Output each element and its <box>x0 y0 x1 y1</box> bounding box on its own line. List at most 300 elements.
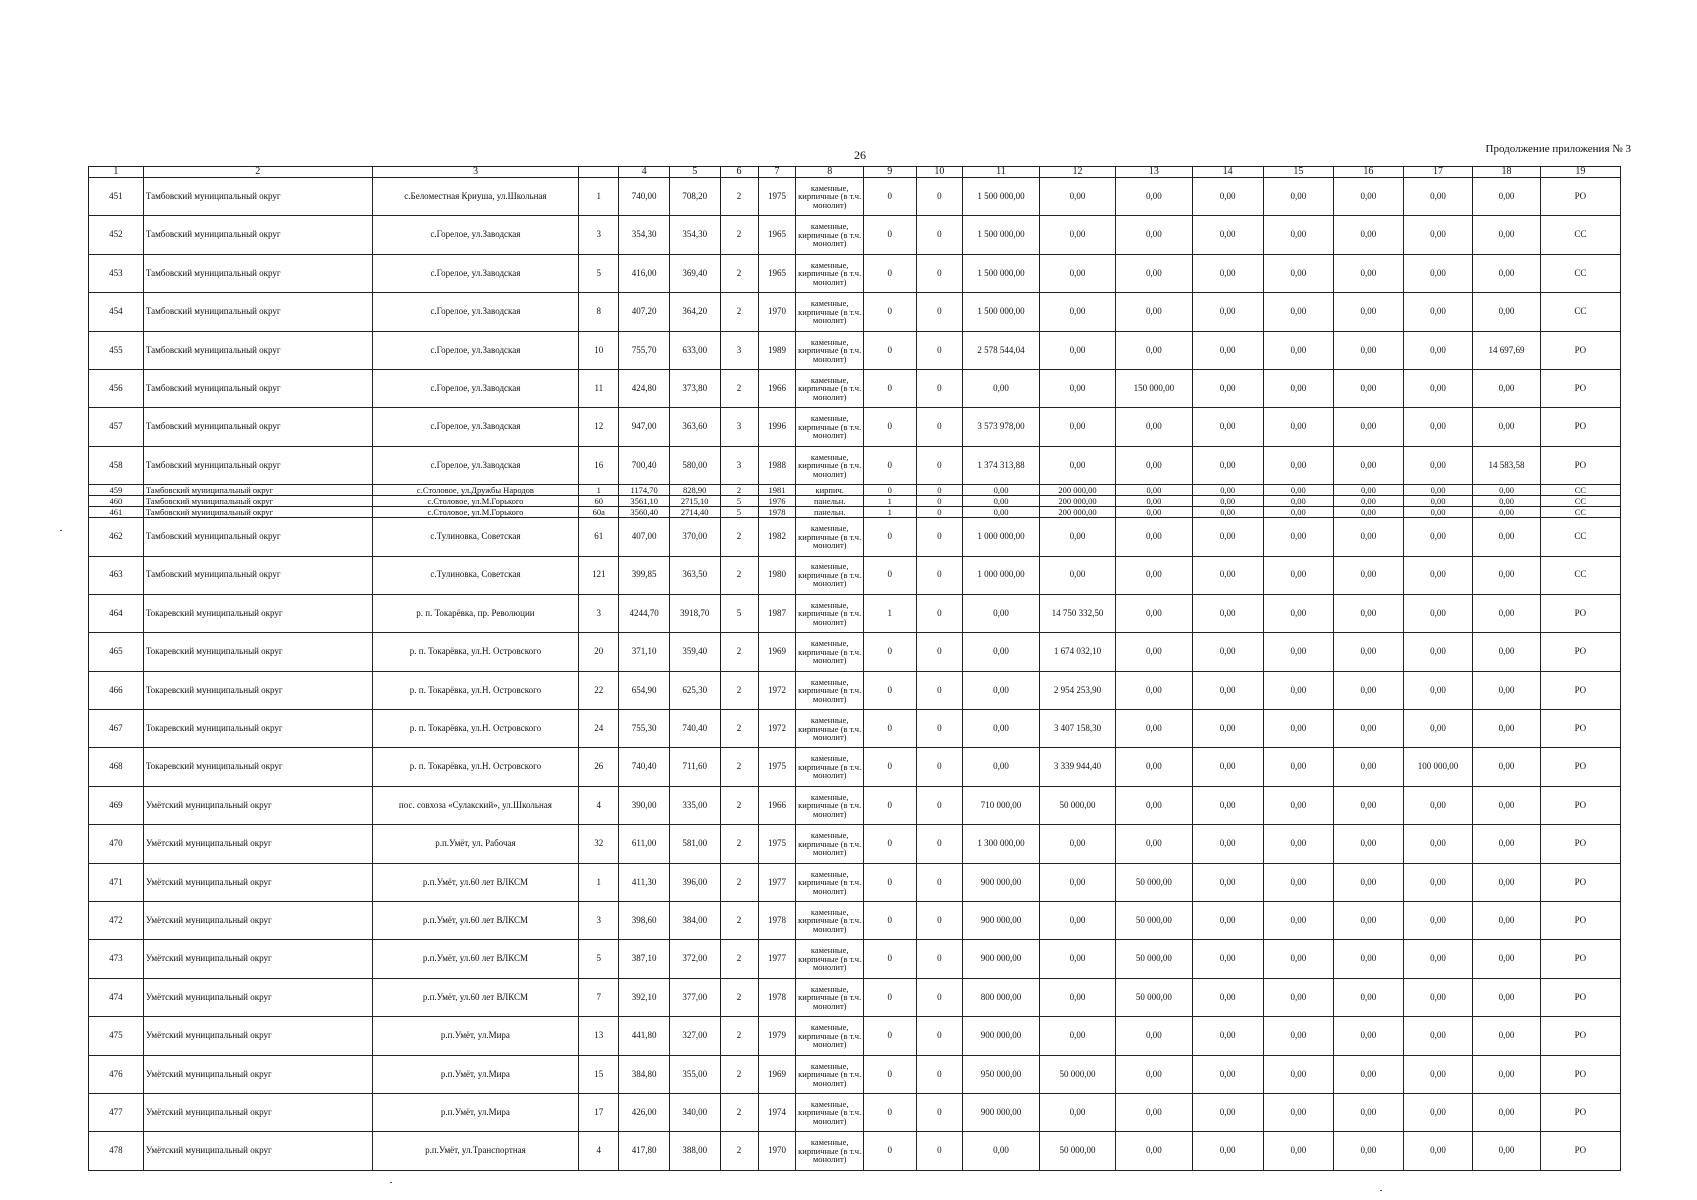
table-cell: 1965 <box>758 216 796 254</box>
table-cell: 13 <box>579 1017 619 1055</box>
table-cell: каменные, кирпичные (в т.ч. монолит) <box>796 786 863 824</box>
table-cell: 1969 <box>758 1055 796 1093</box>
table-cell: 0,00 <box>1263 902 1334 940</box>
table-cell: 463 <box>89 556 144 594</box>
table-cell: 22 <box>579 671 619 709</box>
table-cell: 0 <box>916 178 962 216</box>
table-cell: 471 <box>89 863 144 901</box>
table-cell: 0,00 <box>1115 178 1192 216</box>
table-cell: 0,00 <box>1473 978 1540 1016</box>
table-cell: 0,00 <box>963 710 1040 748</box>
table-cell: 0,00 <box>1403 556 1473 594</box>
table-cell: Умётский муниципальный округ <box>143 1093 372 1131</box>
table-cell: каменные, кирпичные (в т.ч. монолит) <box>796 293 863 331</box>
table-cell: 0,00 <box>1473 518 1540 556</box>
table-cell: Тамбовский муниципальный округ <box>143 408 372 446</box>
table-cell: 0,00 <box>1403 408 1473 446</box>
table-cell: 711,60 <box>669 748 720 786</box>
table-cell: 0,00 <box>1473 254 1540 292</box>
table-cell: 0 <box>863 518 916 556</box>
table-cell: каменные, кирпичные (в т.ч. монолит) <box>796 978 863 1016</box>
table-cell: 900 000,00 <box>963 940 1040 978</box>
table-cell: Тамбовский муниципальный округ <box>143 331 372 369</box>
table-cell: 0,00 <box>1334 178 1404 216</box>
table-cell: 3 <box>720 446 758 484</box>
column-number-9: 8 <box>796 167 863 178</box>
table-row <box>89 710 1621 748</box>
table-cell: 465 <box>89 633 144 671</box>
table-cell: 0 <box>863 293 916 331</box>
table-cell: 0,00 <box>1403 786 1473 824</box>
table-cell: 0,00 <box>1263 863 1334 901</box>
table-cell: СС <box>1540 556 1620 594</box>
table-cell: 121 <box>579 556 619 594</box>
table-cell: 0 <box>863 408 916 446</box>
table-cell: 469 <box>89 786 144 824</box>
table-cell: РО <box>1540 408 1620 446</box>
table-cell: 0,00 <box>1403 594 1473 632</box>
column-number-13: 12 <box>1039 167 1115 178</box>
table-cell: каменные, кирпичные (в т.ч. монолит) <box>796 1017 863 1055</box>
table-row <box>89 863 1621 901</box>
table-cell: Токаревский муниципальный округ <box>143 633 372 671</box>
table-row <box>89 446 1621 484</box>
table-cell: 0,00 <box>1263 446 1334 484</box>
table-cell: 0 <box>916 594 962 632</box>
table-cell: РО <box>1540 902 1620 940</box>
table-cell: 355,00 <box>669 1055 720 1093</box>
table-cell: Токаревский муниципальный округ <box>143 594 372 632</box>
table-row <box>89 786 1621 824</box>
table-cell: 0,00 <box>1115 331 1192 369</box>
table-cell: 1966 <box>758 369 796 407</box>
table-cell: 0,00 <box>1334 863 1404 901</box>
table-cell: 4 <box>579 786 619 824</box>
table-cell: РО <box>1540 940 1620 978</box>
table-cell: 0,00 <box>1403 1055 1473 1093</box>
table-cell: с.Горелое, ул.Заводская <box>372 293 579 331</box>
table-cell: 0,00 <box>1473 671 1540 709</box>
table-cell: каменные, кирпичные (в т.ч. монолит) <box>796 446 863 484</box>
table-cell: 0,00 <box>1334 254 1404 292</box>
table-row <box>89 556 1621 594</box>
column-number-4 <box>579 167 619 178</box>
table-cell: 0,00 <box>1473 1093 1540 1131</box>
table-cell: 61 <box>579 518 619 556</box>
table-cell: 0,00 <box>1334 748 1404 786</box>
table-cell: 0,00 <box>1039 216 1115 254</box>
table-cell: Тамбовский муниципальный округ <box>143 216 372 254</box>
table-cell: 0,00 <box>1403 485 1473 496</box>
table-cell: 1 <box>579 178 619 216</box>
table-cell: 580,00 <box>669 446 720 484</box>
table-cell: 0 <box>916 940 962 978</box>
table-cell: РО <box>1540 1132 1620 1170</box>
table-cell: 2 <box>720 1055 758 1093</box>
table-cell: 0,00 <box>963 507 1040 518</box>
table-cell: Тамбовский муниципальный округ <box>143 518 372 556</box>
table-cell: 950 000,00 <box>963 1055 1040 1093</box>
table-cell: 3 573 978,00 <box>963 408 1040 446</box>
table-cell: 363,50 <box>669 556 720 594</box>
table-cell: 12 <box>579 408 619 446</box>
table-cell: 0 <box>863 485 916 496</box>
table-cell: 1 674 032,10 <box>1039 633 1115 671</box>
table-cell: 0,00 <box>1192 1093 1263 1131</box>
table-cell: 0,00 <box>1192 369 1263 407</box>
table-cell: 0,00 <box>1263 594 1334 632</box>
table-cell: 372,00 <box>669 940 720 978</box>
table-cell: СС <box>1540 518 1620 556</box>
table-cell: 0,00 <box>1192 594 1263 632</box>
table-row <box>89 408 1621 446</box>
table-cell: РО <box>1540 1093 1620 1131</box>
table-cell: 0 <box>863 1055 916 1093</box>
table-cell: 2 <box>720 369 758 407</box>
table-row <box>89 1132 1621 1170</box>
table-cell: 364,20 <box>669 293 720 331</box>
table-row <box>89 496 1621 507</box>
table-cell: 1979 <box>758 1017 796 1055</box>
table-cell: РО <box>1540 671 1620 709</box>
table-cell: 3560,40 <box>619 507 670 518</box>
table-cell: 1974 <box>758 1093 796 1131</box>
table-row <box>89 940 1621 978</box>
table-cell: 0,00 <box>1473 1017 1540 1055</box>
table-cell: 458 <box>89 446 144 484</box>
table-row <box>89 331 1621 369</box>
table-cell: 14 697,69 <box>1473 331 1540 369</box>
table-cell: панельн. <box>796 496 863 507</box>
table-cell: 0,00 <box>1039 1017 1115 1055</box>
column-number-18: 17 <box>1403 167 1473 178</box>
table-cell: каменные, кирпичные (в т.ч. монолит) <box>796 254 863 292</box>
table-cell: 1975 <box>758 825 796 863</box>
table-cell: 0,00 <box>1263 216 1334 254</box>
table-cell: каменные, кирпичные (в т.ч. монолит) <box>796 671 863 709</box>
table-cell: 1174,70 <box>619 485 670 496</box>
table-row <box>89 825 1621 863</box>
table-cell: 0 <box>863 1093 916 1131</box>
table-cell: 32 <box>579 825 619 863</box>
table-cell: 390,00 <box>619 786 670 824</box>
table-cell: 0,00 <box>1192 254 1263 292</box>
table-cell: 476 <box>89 1055 144 1093</box>
table-cell: р. п. Токарёвка, ул.Н. Островского <box>372 671 579 709</box>
table-cell: 0,00 <box>1263 496 1334 507</box>
table-cell: 0,00 <box>1263 1132 1334 1170</box>
table-cell: 0,00 <box>1334 978 1404 1016</box>
table-cell: 200 000,00 <box>1039 485 1115 496</box>
table-cell: 0,00 <box>1263 369 1334 407</box>
table-cell: 2 <box>720 902 758 940</box>
table-cell: 2 <box>720 1132 758 1170</box>
table-cell: р. п. Токарёвка, ул.Н. Островского <box>372 633 579 671</box>
table-cell: 0,00 <box>1263 671 1334 709</box>
table-cell: 453 <box>89 254 144 292</box>
table-cell: 0,00 <box>1039 825 1115 863</box>
table-cell: каменные, кирпичные (в т.ч. монолит) <box>796 633 863 671</box>
table-cell: 3 <box>579 902 619 940</box>
table-cell: РО <box>1540 786 1620 824</box>
table-cell: 1975 <box>758 178 796 216</box>
column-number-10: 9 <box>863 167 916 178</box>
table-cell: 0,00 <box>1403 496 1473 507</box>
table-cell: 24 <box>579 710 619 748</box>
table-cell: 0,00 <box>1192 507 1263 518</box>
table-cell: 0,00 <box>963 671 1040 709</box>
table-cell: СС <box>1540 254 1620 292</box>
column-number-2: 2 <box>143 167 372 178</box>
housing-register-table <box>88 166 1621 1171</box>
table-cell: 0,00 <box>1334 786 1404 824</box>
table-cell: 0,00 <box>1039 331 1115 369</box>
table-cell: каменные, кирпичные (в т.ч. монолит) <box>796 748 863 786</box>
table-cell: 0,00 <box>1263 507 1334 518</box>
table-cell: 1 <box>863 594 916 632</box>
table-cell: 1978 <box>758 902 796 940</box>
table-cell: 755,70 <box>619 331 670 369</box>
table-cell: 0,00 <box>1115 485 1192 496</box>
table-cell: 4 <box>579 1132 619 1170</box>
table-cell: 3 339 944,40 <box>1039 748 1115 786</box>
table-cell: 0 <box>863 633 916 671</box>
table-cell: 0 <box>916 556 962 594</box>
table-cell: 828,90 <box>669 485 720 496</box>
table-cell: 150 000,00 <box>1115 369 1192 407</box>
table-cell: 0 <box>863 825 916 863</box>
table-cell: 5 <box>720 496 758 507</box>
column-number-20: 19 <box>1540 167 1620 178</box>
table-cell: 0 <box>916 825 962 863</box>
table-cell: 0 <box>916 518 962 556</box>
table-cell: Умётский муниципальный округ <box>143 1055 372 1093</box>
table-cell: 17 <box>579 1093 619 1131</box>
table-cell: 15 <box>579 1055 619 1093</box>
header-row <box>89 167 1621 178</box>
table-row <box>89 902 1621 940</box>
table-cell: 50 000,00 <box>1039 1132 1115 1170</box>
column-number-11: 10 <box>916 167 962 178</box>
table-cell: СС <box>1540 496 1620 507</box>
table-cell: 0,00 <box>1403 507 1473 518</box>
table-cell: Умётский муниципальный округ <box>143 978 372 1016</box>
table-cell: Токаревский муниципальный округ <box>143 748 372 786</box>
table-cell: 0,00 <box>1192 786 1263 824</box>
table-cell: 0,00 <box>1263 786 1334 824</box>
table-cell: 3 <box>720 408 758 446</box>
table-row <box>89 1093 1621 1131</box>
table-cell: 0,00 <box>1403 369 1473 407</box>
table-cell: 2 <box>720 825 758 863</box>
table-cell: 456 <box>89 369 144 407</box>
table-cell: 1977 <box>758 940 796 978</box>
table-cell: каменные, кирпичные (в т.ч. монолит) <box>796 1093 863 1131</box>
table-cell: 0,00 <box>1263 825 1334 863</box>
table-cell: 26 <box>579 748 619 786</box>
table-cell: 708,20 <box>669 178 720 216</box>
table-cell: 451 <box>89 178 144 216</box>
table-cell: 0 <box>916 863 962 901</box>
table-cell: 0,00 <box>1192 748 1263 786</box>
table-cell: 377,00 <box>669 978 720 1016</box>
table-cell: 2 <box>720 556 758 594</box>
table-cell: 0,00 <box>1039 178 1115 216</box>
table-cell: РО <box>1540 863 1620 901</box>
table-cell: РО <box>1540 446 1620 484</box>
table-cell: 0,00 <box>1115 594 1192 632</box>
table-cell: р.п.Умёт, ул.Транспортная <box>372 1132 579 1170</box>
table-cell: каменные, кирпичные (в т.ч. монолит) <box>796 902 863 940</box>
table-cell: 1996 <box>758 408 796 446</box>
table-cell: 462 <box>89 518 144 556</box>
table-cell: 468 <box>89 748 144 786</box>
table-cell: 0,00 <box>1403 825 1473 863</box>
table-cell: р.п.Умёт, ул.60 лет ВЛКСМ <box>372 863 579 901</box>
table-cell: 0,00 <box>1263 710 1334 748</box>
table-cell: 0 <box>863 1017 916 1055</box>
table-cell: 0,00 <box>1192 1132 1263 1170</box>
table-cell: 0 <box>916 446 962 484</box>
table-cell: 0,00 <box>1403 254 1473 292</box>
column-numbers-header <box>89 167 1621 178</box>
table-cell: 2 <box>720 293 758 331</box>
table-cell: 340,00 <box>669 1093 720 1131</box>
table-cell: р.п.Умёт, ул.60 лет ВЛКСМ <box>372 902 579 940</box>
table-cell: 1 300 000,00 <box>963 825 1040 863</box>
table-cell: панельн. <box>796 507 863 518</box>
table-cell: 0,00 <box>1334 1055 1404 1093</box>
table-cell: РО <box>1540 710 1620 748</box>
table-cell: 1978 <box>758 978 796 1016</box>
table-cell: с.Столовое, ул.Дружбы Народов <box>372 485 579 496</box>
table-cell: 0,00 <box>1039 863 1115 901</box>
table-cell: 0,00 <box>1403 178 1473 216</box>
table-cell: 0,00 <box>1334 1132 1404 1170</box>
table-cell: 0,00 <box>1403 633 1473 671</box>
table-cell: 384,80 <box>619 1055 670 1093</box>
table-cell: 472 <box>89 902 144 940</box>
table-cell: 5 <box>579 940 619 978</box>
table-cell: 2 <box>720 633 758 671</box>
table-cell: 0,00 <box>1115 825 1192 863</box>
table-cell: 0,00 <box>963 748 1040 786</box>
table-cell: 0,00 <box>1473 902 1540 940</box>
table-cell: 0 <box>916 331 962 369</box>
table-cell: каменные, кирпичные (в т.ч. монолит) <box>796 556 863 594</box>
table-cell: 426,00 <box>619 1093 670 1131</box>
table-cell: 740,40 <box>619 748 670 786</box>
table-cell: 1 <box>863 507 916 518</box>
table-cell: 800 000,00 <box>963 978 1040 1016</box>
column-number-12: 11 <box>963 167 1040 178</box>
table-cell: Тамбовский муниципальный округ <box>143 254 372 292</box>
table-cell: 0,00 <box>1334 507 1404 518</box>
table-cell: 633,00 <box>669 331 720 369</box>
table-cell: 0,00 <box>1192 331 1263 369</box>
table-cell: 363,60 <box>669 408 720 446</box>
table-cell: 0,00 <box>1403 293 1473 331</box>
table-cell: 0,00 <box>1039 518 1115 556</box>
table-cell: каменные, кирпичные (в т.ч. монолит) <box>796 863 863 901</box>
table-cell: 0 <box>916 1017 962 1055</box>
table-cell: 0,00 <box>1473 710 1540 748</box>
table-cell: 0 <box>863 978 916 1016</box>
table-cell: 0,00 <box>963 485 1040 496</box>
table-cell: с.Горелое, ул.Заводская <box>372 369 579 407</box>
table-cell: Умётский муниципальный округ <box>143 863 372 901</box>
table-cell: 0,00 <box>1473 825 1540 863</box>
table-cell: 0,00 <box>1473 786 1540 824</box>
table-cell: кирпич. <box>796 485 863 496</box>
table-cell: 0,00 <box>1192 1017 1263 1055</box>
table-cell: 0,00 <box>1334 408 1404 446</box>
table-cell: 0,00 <box>1403 863 1473 901</box>
table-cell: каменные, кирпичные (в т.ч. монолит) <box>796 940 863 978</box>
table-cell: 0 <box>863 216 916 254</box>
table-cell: 0,00 <box>1115 254 1192 292</box>
table-cell: 0,00 <box>1334 518 1404 556</box>
table-cell: 1966 <box>758 786 796 824</box>
table-cell: 1972 <box>758 671 796 709</box>
table-cell: 0,00 <box>1473 178 1540 216</box>
table-cell: 455 <box>89 331 144 369</box>
table-cell: 0,00 <box>1192 293 1263 331</box>
table-cell: с.Горелое, ул.Заводская <box>372 216 579 254</box>
table-cell: 1 374 313,88 <box>963 446 1040 484</box>
table-row <box>89 594 1621 632</box>
table-cell: 4244,70 <box>619 594 670 632</box>
table-cell: 20 <box>579 633 619 671</box>
column-number-19: 18 <box>1473 167 1540 178</box>
table-cell: с.Горелое, ул.Заводская <box>372 254 579 292</box>
table-cell: каменные, кирпичные (в т.ч. монолит) <box>796 518 863 556</box>
table-cell: 3918,70 <box>669 594 720 632</box>
table-cell: 0,00 <box>1334 293 1404 331</box>
table-cell: 0 <box>916 978 962 1016</box>
table-cell: 0,00 <box>1263 485 1334 496</box>
table-row <box>89 254 1621 292</box>
table-cell: 0,00 <box>1192 485 1263 496</box>
table-cell: Токаревский муниципальный округ <box>143 671 372 709</box>
table-cell: 2 <box>720 978 758 1016</box>
table-cell: 0,00 <box>1403 940 1473 978</box>
table-cell: Тамбовский муниципальный округ <box>143 485 372 496</box>
table-cell: 0,00 <box>1473 369 1540 407</box>
table-cell: 0 <box>916 1093 962 1131</box>
table-cell: 0,00 <box>1263 1055 1334 1093</box>
table-cell: 710 000,00 <box>963 786 1040 824</box>
table-cell: 0,00 <box>1403 216 1473 254</box>
table-cell: 0,00 <box>1192 496 1263 507</box>
table-cell: 0,00 <box>1115 710 1192 748</box>
table-cell: СС <box>1540 507 1620 518</box>
table-cell: Умётский муниципальный округ <box>143 902 372 940</box>
table-cell: 2 <box>720 485 758 496</box>
table-cell: РО <box>1540 825 1620 863</box>
table-cell: 0,00 <box>1115 496 1192 507</box>
table-cell: 388,00 <box>669 1132 720 1170</box>
column-number-15: 14 <box>1192 167 1263 178</box>
table-cell: 0,00 <box>1403 331 1473 369</box>
table-cell: 2 <box>720 216 758 254</box>
table-cell: 475 <box>89 1017 144 1055</box>
table-cell: 0,00 <box>1473 408 1540 446</box>
table-cell: 2714,40 <box>669 507 720 518</box>
column-number-16: 15 <box>1263 167 1334 178</box>
table-cell: 0,00 <box>1473 496 1540 507</box>
table-cell: 477 <box>89 1093 144 1131</box>
